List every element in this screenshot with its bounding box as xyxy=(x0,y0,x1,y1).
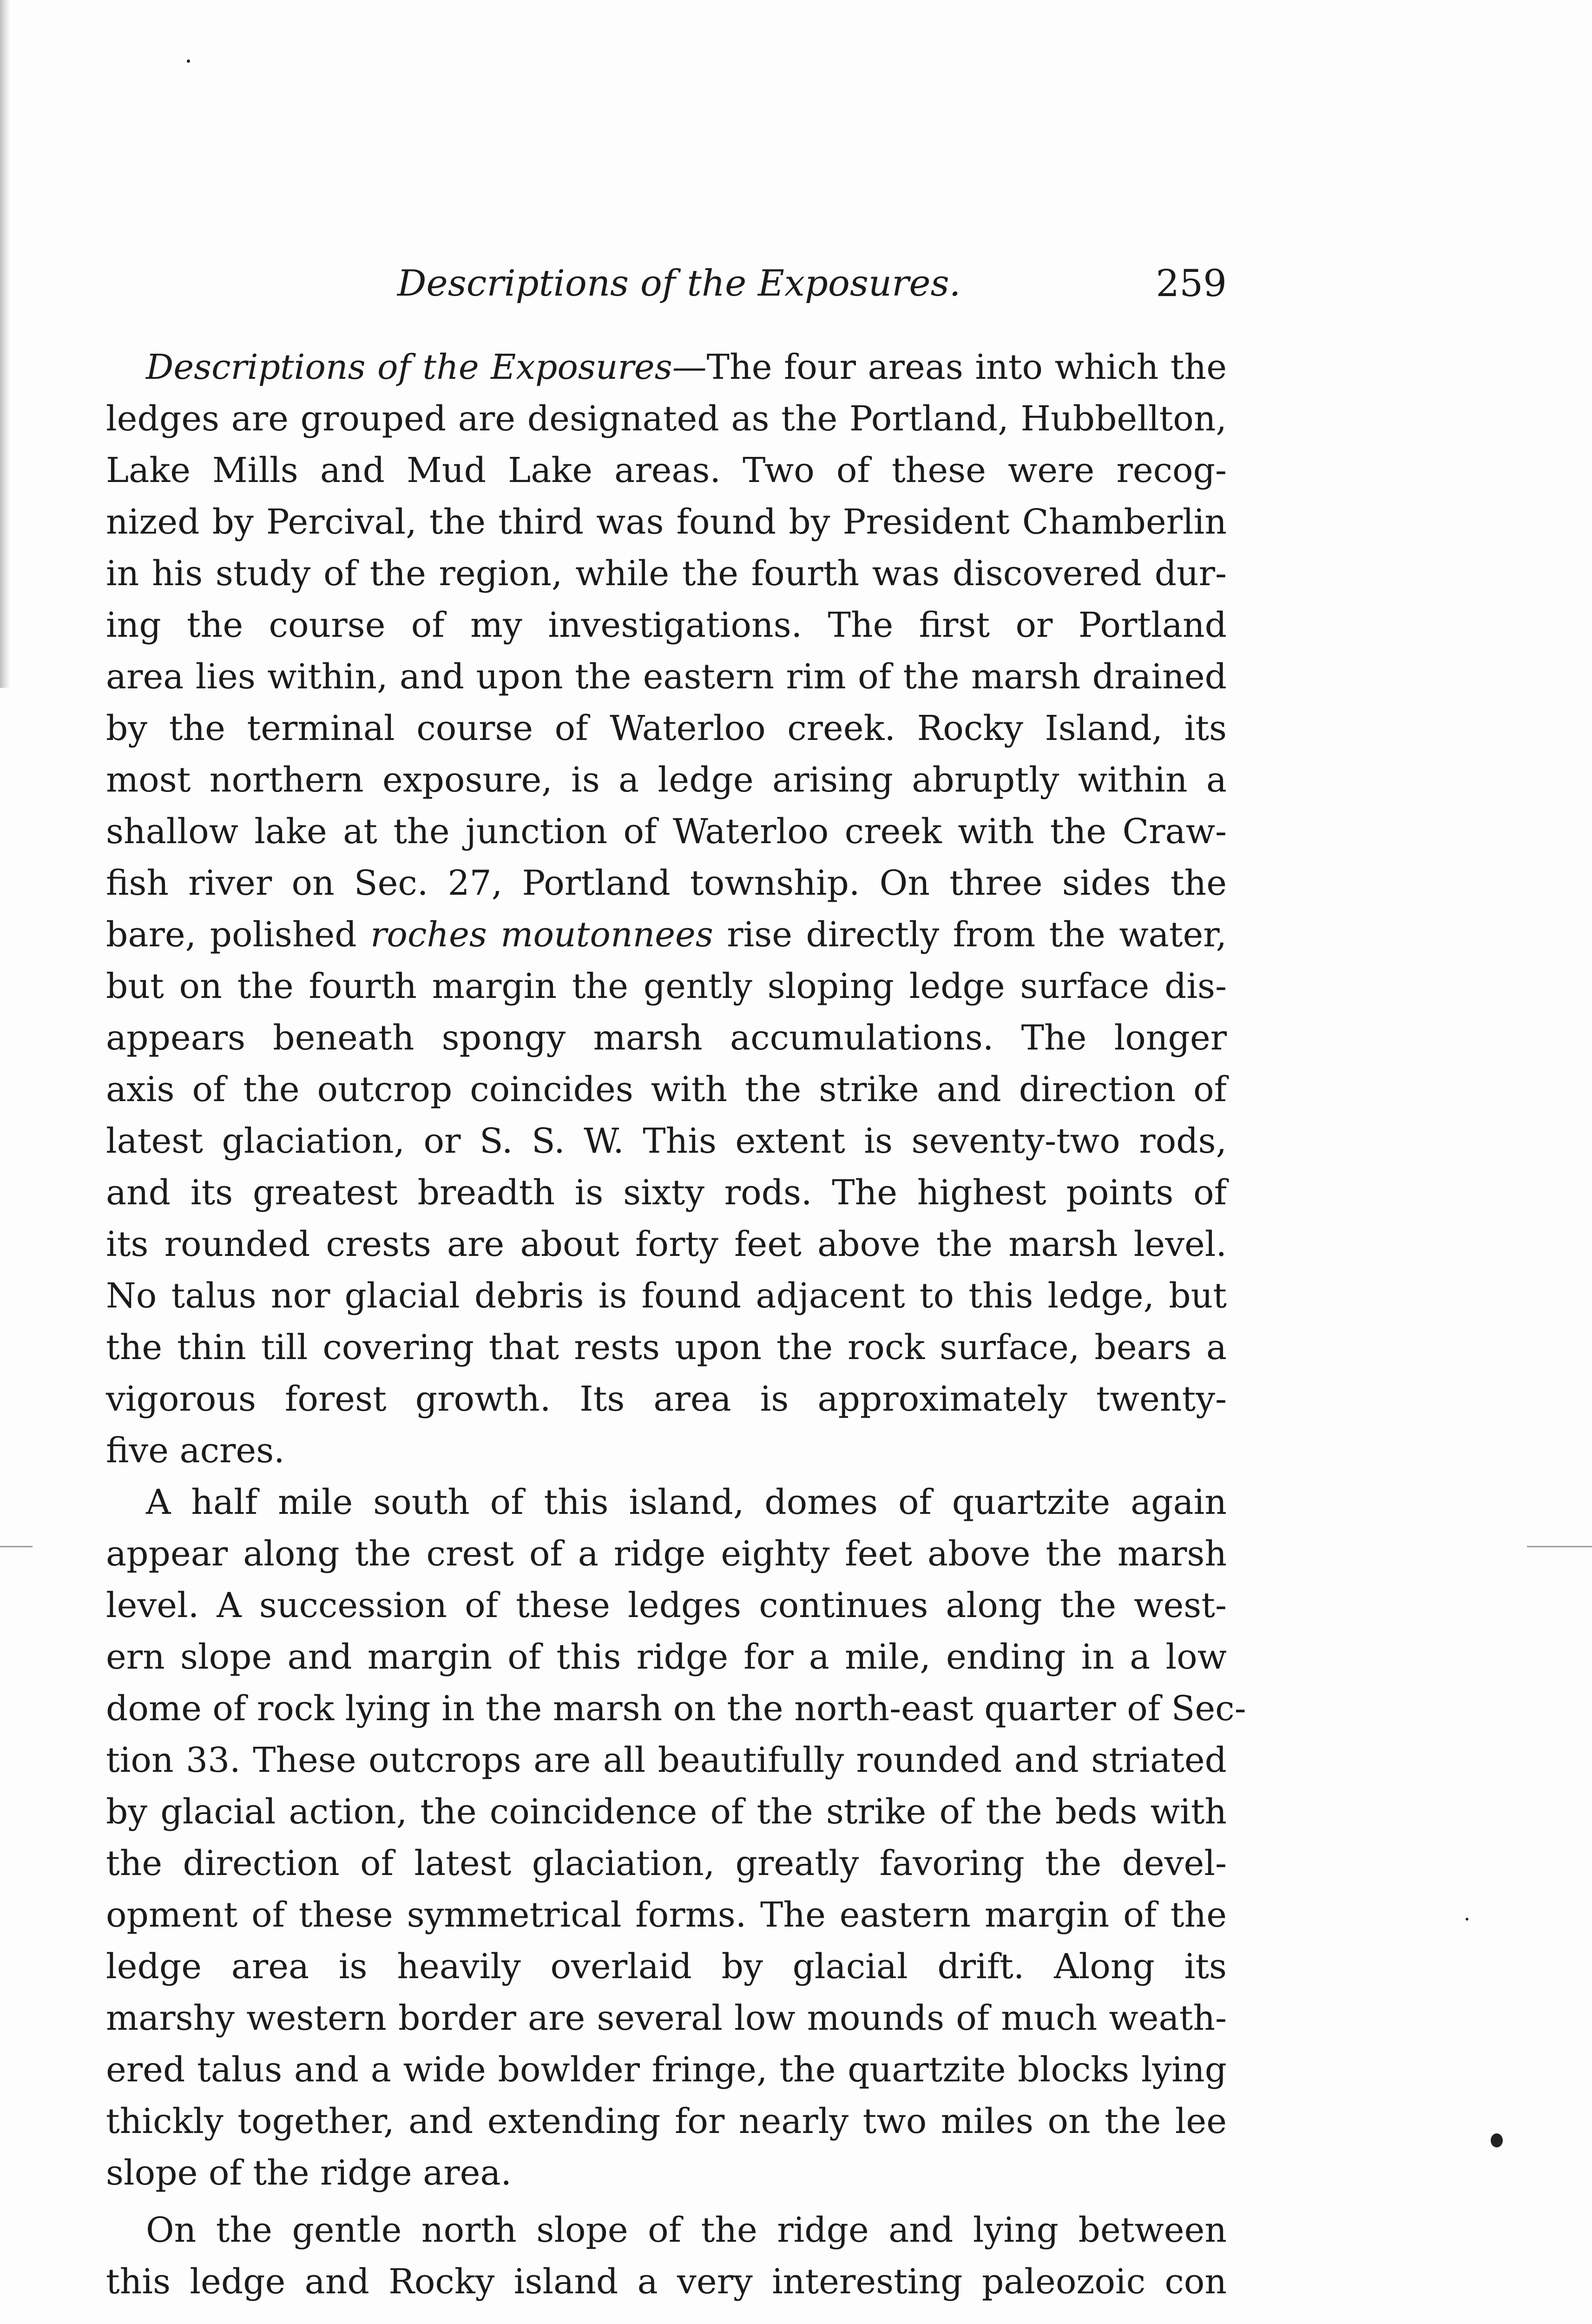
text-line: most northern exposure, is a ledge arising abruptly within a xyxy=(106,760,1227,800)
fold-mark-left xyxy=(0,1546,33,1547)
text-line: five acres. xyxy=(106,1431,285,1471)
text-line: marshy western border are several low mounds of much weath- xyxy=(106,1998,1227,2038)
text-line: level. A succession of these ledges continues along the west- xyxy=(106,1585,1227,1625)
paragraph-3 xyxy=(106,2205,1227,2308)
section-heading: Descriptions of the Exposures— xyxy=(146,347,707,387)
ink-speck xyxy=(187,59,190,63)
italic-term: roches moutonnees xyxy=(370,915,713,955)
text-line: this ledge and Rocky island a very interesting paleozoic con xyxy=(106,2262,1227,2302)
text-line: by glacial action, the coincidence of the strike of the beds with xyxy=(106,1792,1227,1832)
text-line: slope of the ridge area. xyxy=(106,2153,512,2193)
paragraph-2 xyxy=(106,1477,1246,2199)
text-line: latest glaciation, or S. S. W. This extent is seventy-two rods, xyxy=(106,1121,1227,1161)
text-line: area lies within, and upon the eastern rim of the marsh drained xyxy=(106,657,1227,697)
binding-edge-shadow xyxy=(0,0,10,688)
text-line: dome of rock lying in the marsh on the north-east quarter of Sec- xyxy=(106,1689,1246,1729)
text-line: ledges are grouped are designated as the Portland, Hubbellton, xyxy=(106,399,1227,439)
text-line: ered talus and a wide bowlder fringe, the quartzite blocks lying xyxy=(106,2050,1227,2090)
text-line: nized by Percival, the third was found by President Chamberlin xyxy=(106,502,1227,542)
text-line: its rounded crests are about forty feet above the marsh level. xyxy=(106,1224,1227,1264)
text-line: bare, polished roches moutonnees rise directly from the water, xyxy=(106,915,1227,955)
text-line: shallow lake at the junction of Waterloo creek with the Craw- xyxy=(106,812,1227,852)
text-line: vigorous forest growth. Its area is approximately twenty- xyxy=(106,1379,1227,1419)
text-line: but on the fourth margin the gently sloping ledge surface dis- xyxy=(106,966,1227,1006)
text-line: opment of these symmetrical forms. The eastern margin of the xyxy=(106,1895,1227,1935)
text-line: ing the course of my investigations. The first or Portland xyxy=(106,605,1227,645)
body-text xyxy=(106,342,1246,2308)
text-line: A half mile south of this island, domes of quartzite again xyxy=(146,1482,1227,1522)
paragraph-gap xyxy=(106,2199,1227,2205)
text-line: axis of the outcrop coincides with the strike and direction of xyxy=(106,1070,1227,1109)
text-line: appears beneath spongy marsh accumulations. The longer xyxy=(106,1018,1227,1058)
text-line: Lake Mills and Mud Lake areas. Two of these were recog- xyxy=(106,450,1227,490)
ink-speck xyxy=(1466,1918,1468,1921)
text-line: the thin till covering that rests upon the rock surface, bears a xyxy=(106,1327,1227,1367)
fold-mark-right xyxy=(1527,1546,1592,1547)
text-line: and its greatest breadth is sixty rods. The highest points of xyxy=(106,1173,1227,1213)
text-line: ern slope and margin of this ridge for a mile, ending in a low xyxy=(106,1637,1227,1677)
text-line: thickly together, and extending for nearly two miles on the lee xyxy=(106,2101,1227,2141)
text-line: the direction of latest glaciation, greatly favoring the devel- xyxy=(106,1843,1227,1883)
text-line: Descriptions of the Exposures—The four areas into which the xyxy=(146,347,1227,387)
text-line: On the gentle north slope of the ridge and lying between xyxy=(146,2210,1227,2250)
text-line: No talus nor glacial debris is found adjacent to this ledge, but xyxy=(106,1276,1227,1316)
text-line: by the terminal course of Waterloo creek. Rocky Island, its xyxy=(106,708,1227,748)
text-line: tion 33. These outcrops are all beautifully rounded and striated xyxy=(106,1740,1227,1780)
running-title: Descriptions of the Exposures. xyxy=(397,263,961,304)
text-line: appear along the crest of a ridge eighty feet above the marsh xyxy=(106,1534,1227,1574)
text-line: in his study of the region, while the fourth was discovered dur- xyxy=(106,554,1227,594)
text-line: fish river on Sec. 27, Portland township. On three sides the xyxy=(106,863,1227,903)
paragraph-1 xyxy=(106,342,1227,1477)
page-header xyxy=(106,258,1227,314)
page-number: 259 xyxy=(1156,262,1227,305)
ink-speck xyxy=(1491,2133,1503,2147)
text-line: ledge area is heavily overlaid by glacial drift. Along its xyxy=(106,1947,1227,1987)
